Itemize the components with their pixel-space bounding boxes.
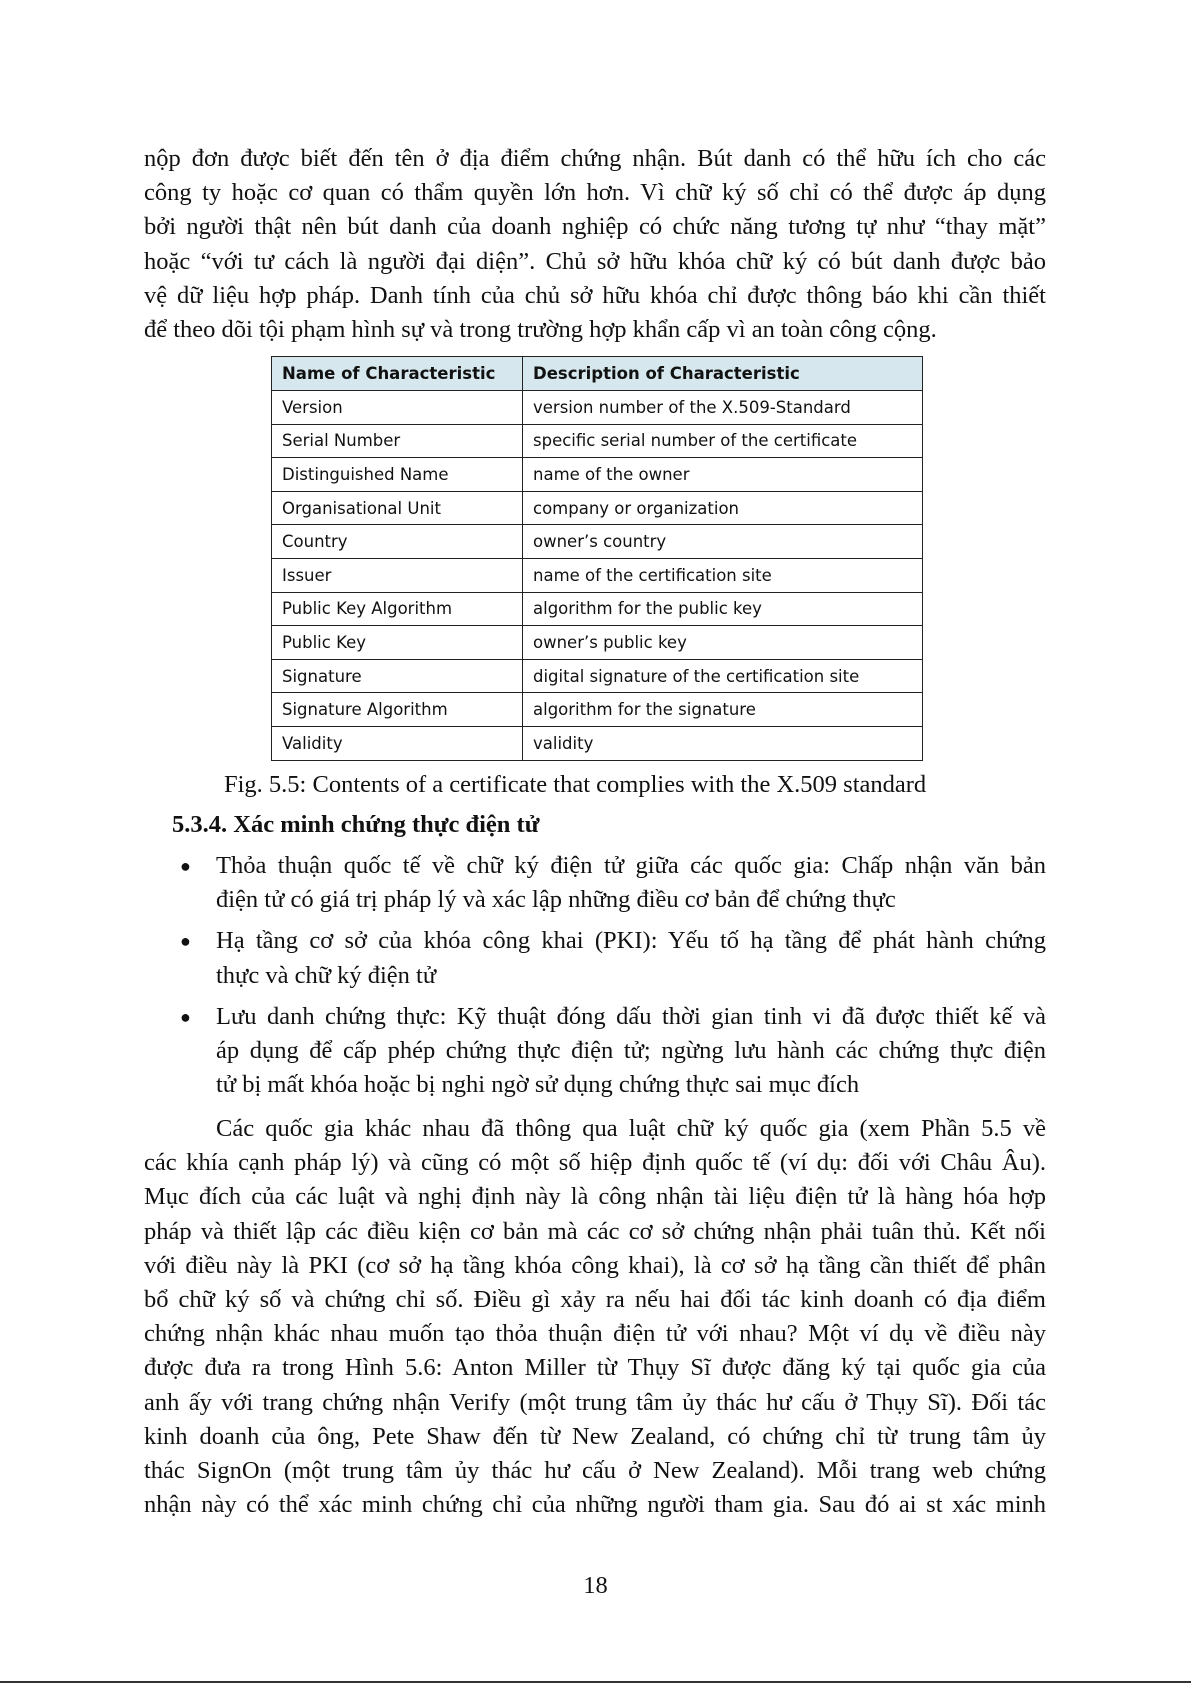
table-row (272, 391, 923, 425)
table-cell: digital signature of the certification site (523, 659, 923, 693)
text-line: kinh doanh của ông, Pete Shaw đến từ New Zealand, có chứng chỉ từ trung tâm ủy (144, 1422, 1046, 1450)
text-line: thực và chữ ký điện tử (216, 961, 437, 989)
text-line: pháp và thiết lập các điều kiện cơ bản mà các cơ sở chứng nhận phải tuân thủ. Kết nối (144, 1217, 1046, 1245)
table-cell: Distinguished Name (272, 458, 523, 492)
text-line: thác SignOn (một trung tâm ủy thác hư cấu ở New Zealand). Mỗi trang web chứng (144, 1457, 1046, 1485)
column-header: Name of Characteristic (272, 357, 523, 391)
table-cell: Country (272, 525, 523, 559)
bullet-icon: ● (180, 856, 191, 876)
text-line: áp dụng để cấp phép chứng thực điện tử; ngừng lưu hành các chứng thực điện (216, 1037, 1046, 1065)
text-line: nộp đơn được biết đến tên ở địa điểm chứng nhận. Bút danh có thể hữu ích cho các (144, 145, 1046, 172)
text-line: Hạ tầng cơ sở của khóa công khai (PKI): Yếu tố hạ tầng để phát hành chứng (216, 927, 1046, 955)
text-line: chứng nhận khác nhau muốn tạo thỏa thuận điện tử với nhau? Một ví dụ về điều này (144, 1320, 1046, 1348)
table-cell: Public Key Algorithm (272, 592, 523, 626)
table-row (272, 726, 923, 760)
text-line: Mục đích của các luật và nghị định này là công nhận tài liệu điện tử là hàng hóa hợp (144, 1183, 1046, 1211)
table-row (272, 491, 923, 525)
table-row (272, 525, 923, 559)
list-item (172, 1000, 1046, 1103)
column-header: Description of Characteristic (523, 357, 923, 391)
bottom-divider (0, 1681, 1191, 1683)
section-heading: 5.3.4. Xác minh chứng thực điện tử (172, 811, 540, 838)
table-row (272, 693, 923, 727)
table-cell: name of the owner (523, 458, 923, 492)
intro-paragraph (144, 142, 1046, 347)
text-line: bởi người thật nên bút danh của doanh nghiệp có chức năng tương tự như “thay mặt” (144, 213, 1046, 241)
text-line: Thỏa thuận quốc tế về chữ ký điện tử giữa các quốc gia: Chấp nhận văn bản (216, 852, 1046, 879)
text-line: để theo dõi tội phạm hình sự và trong trường hợp khẩn cấp vì an toàn công cộng. (144, 316, 937, 344)
table-row (272, 458, 923, 492)
table-cell: specific serial number of the certificate (523, 424, 923, 458)
table-cell: company or organization (523, 491, 923, 525)
table-row (272, 626, 923, 660)
table-cell: Issuer (272, 558, 523, 592)
list-item (172, 924, 1046, 992)
table-cell: Organisational Unit (272, 491, 523, 525)
table-row (272, 592, 923, 626)
text-line: với điều này là PKI (cơ sở hạ tầng khóa công khai), là cơ sở hạ tầng cần thiết để phân (144, 1251, 1046, 1279)
text-line: Lưu danh chứng thực: Kỹ thuật đóng dấu thời gian tinh vi đã được thiết kế và (216, 1002, 1046, 1030)
bullet-list (172, 849, 1046, 1109)
table-cell: Signature (272, 659, 523, 693)
table-cell: algorithm for the signature (523, 693, 923, 727)
bullet-icon: ● (180, 1006, 191, 1027)
table-cell: owner’s public key (523, 626, 923, 660)
text-line: tử bị mất khóa hoặc bị nghi ngờ sử dụng chứng thực sai mục đích (216, 1071, 860, 1099)
table-row (272, 558, 923, 592)
table-cell: Public Key (272, 626, 523, 660)
text-line: điện tử có giá trị pháp lý và xác lập những điều cơ bản để chứng thực (216, 886, 896, 914)
table-cell: name of the certification site (523, 558, 923, 592)
text-line: Các quốc gia khác nhau đã thông qua luật chữ ký quốc gia (xem Phần 5.5 về (216, 1115, 1046, 1142)
table-cell: validity (523, 726, 923, 760)
body-paragraph (144, 1112, 1046, 1522)
text-line: nhận này có thể xác minh chứng chỉ của những người tham gia. Sau đó ai st xác minh (144, 1491, 1046, 1519)
table-cell: owner’s country (523, 525, 923, 559)
text-line: được đưa ra trong Hình 5.6: Anton Miller từ Thụy Sĩ được đăng ký tại quốc gia của (144, 1354, 1046, 1382)
text-line: vệ dữ liệu hợp pháp. Danh tính của chủ sở hữu khóa chỉ được thông báo khi cần thiết (144, 281, 1046, 309)
bullet-icon: ● (180, 931, 191, 952)
table-row (272, 424, 923, 458)
table-header-row (272, 357, 923, 391)
table-cell: algorithm for the public key (523, 592, 923, 626)
list-item (172, 849, 1046, 917)
table-cell: Validity (272, 726, 523, 760)
text-line: công ty hoặc cơ quan có thẩm quyền lớn hơn. Vì chữ ký số chỉ có thể được áp dụng (144, 179, 1046, 207)
text-line: các khía cạnh pháp lý) và cũng có một số hiệp định quốc tế (ví dụ: đối với Châu Âu). (144, 1149, 1046, 1177)
figure-caption: Fig. 5.5: Contents of a certificate that complies with the X.509 standard (224, 771, 927, 798)
text-line: anh ấy với trang chứng nhận Verify (một trung tâm ủy thác hư cấu ở Thụy Sĩ). Đối tác (144, 1388, 1046, 1416)
text-line: bổ chữ ký số và chứng chỉ số. Điều gì xảy ra nếu hai đối tác kinh doanh có địa điểm (144, 1286, 1046, 1314)
text-line: hoặc “với tư cách là người đại diện”. Chủ sở hữu khóa chữ ký có bút danh được bảo (144, 247, 1046, 275)
table-cell: Signature Algorithm (272, 693, 523, 727)
page-number: 18 (583, 1572, 608, 1599)
table-row (272, 659, 923, 693)
table-cell: Version (272, 391, 523, 425)
table-cell: version number of the X.509-Standard (523, 391, 923, 425)
table-cell: Serial Number (272, 424, 523, 458)
certificate-table (271, 356, 923, 761)
